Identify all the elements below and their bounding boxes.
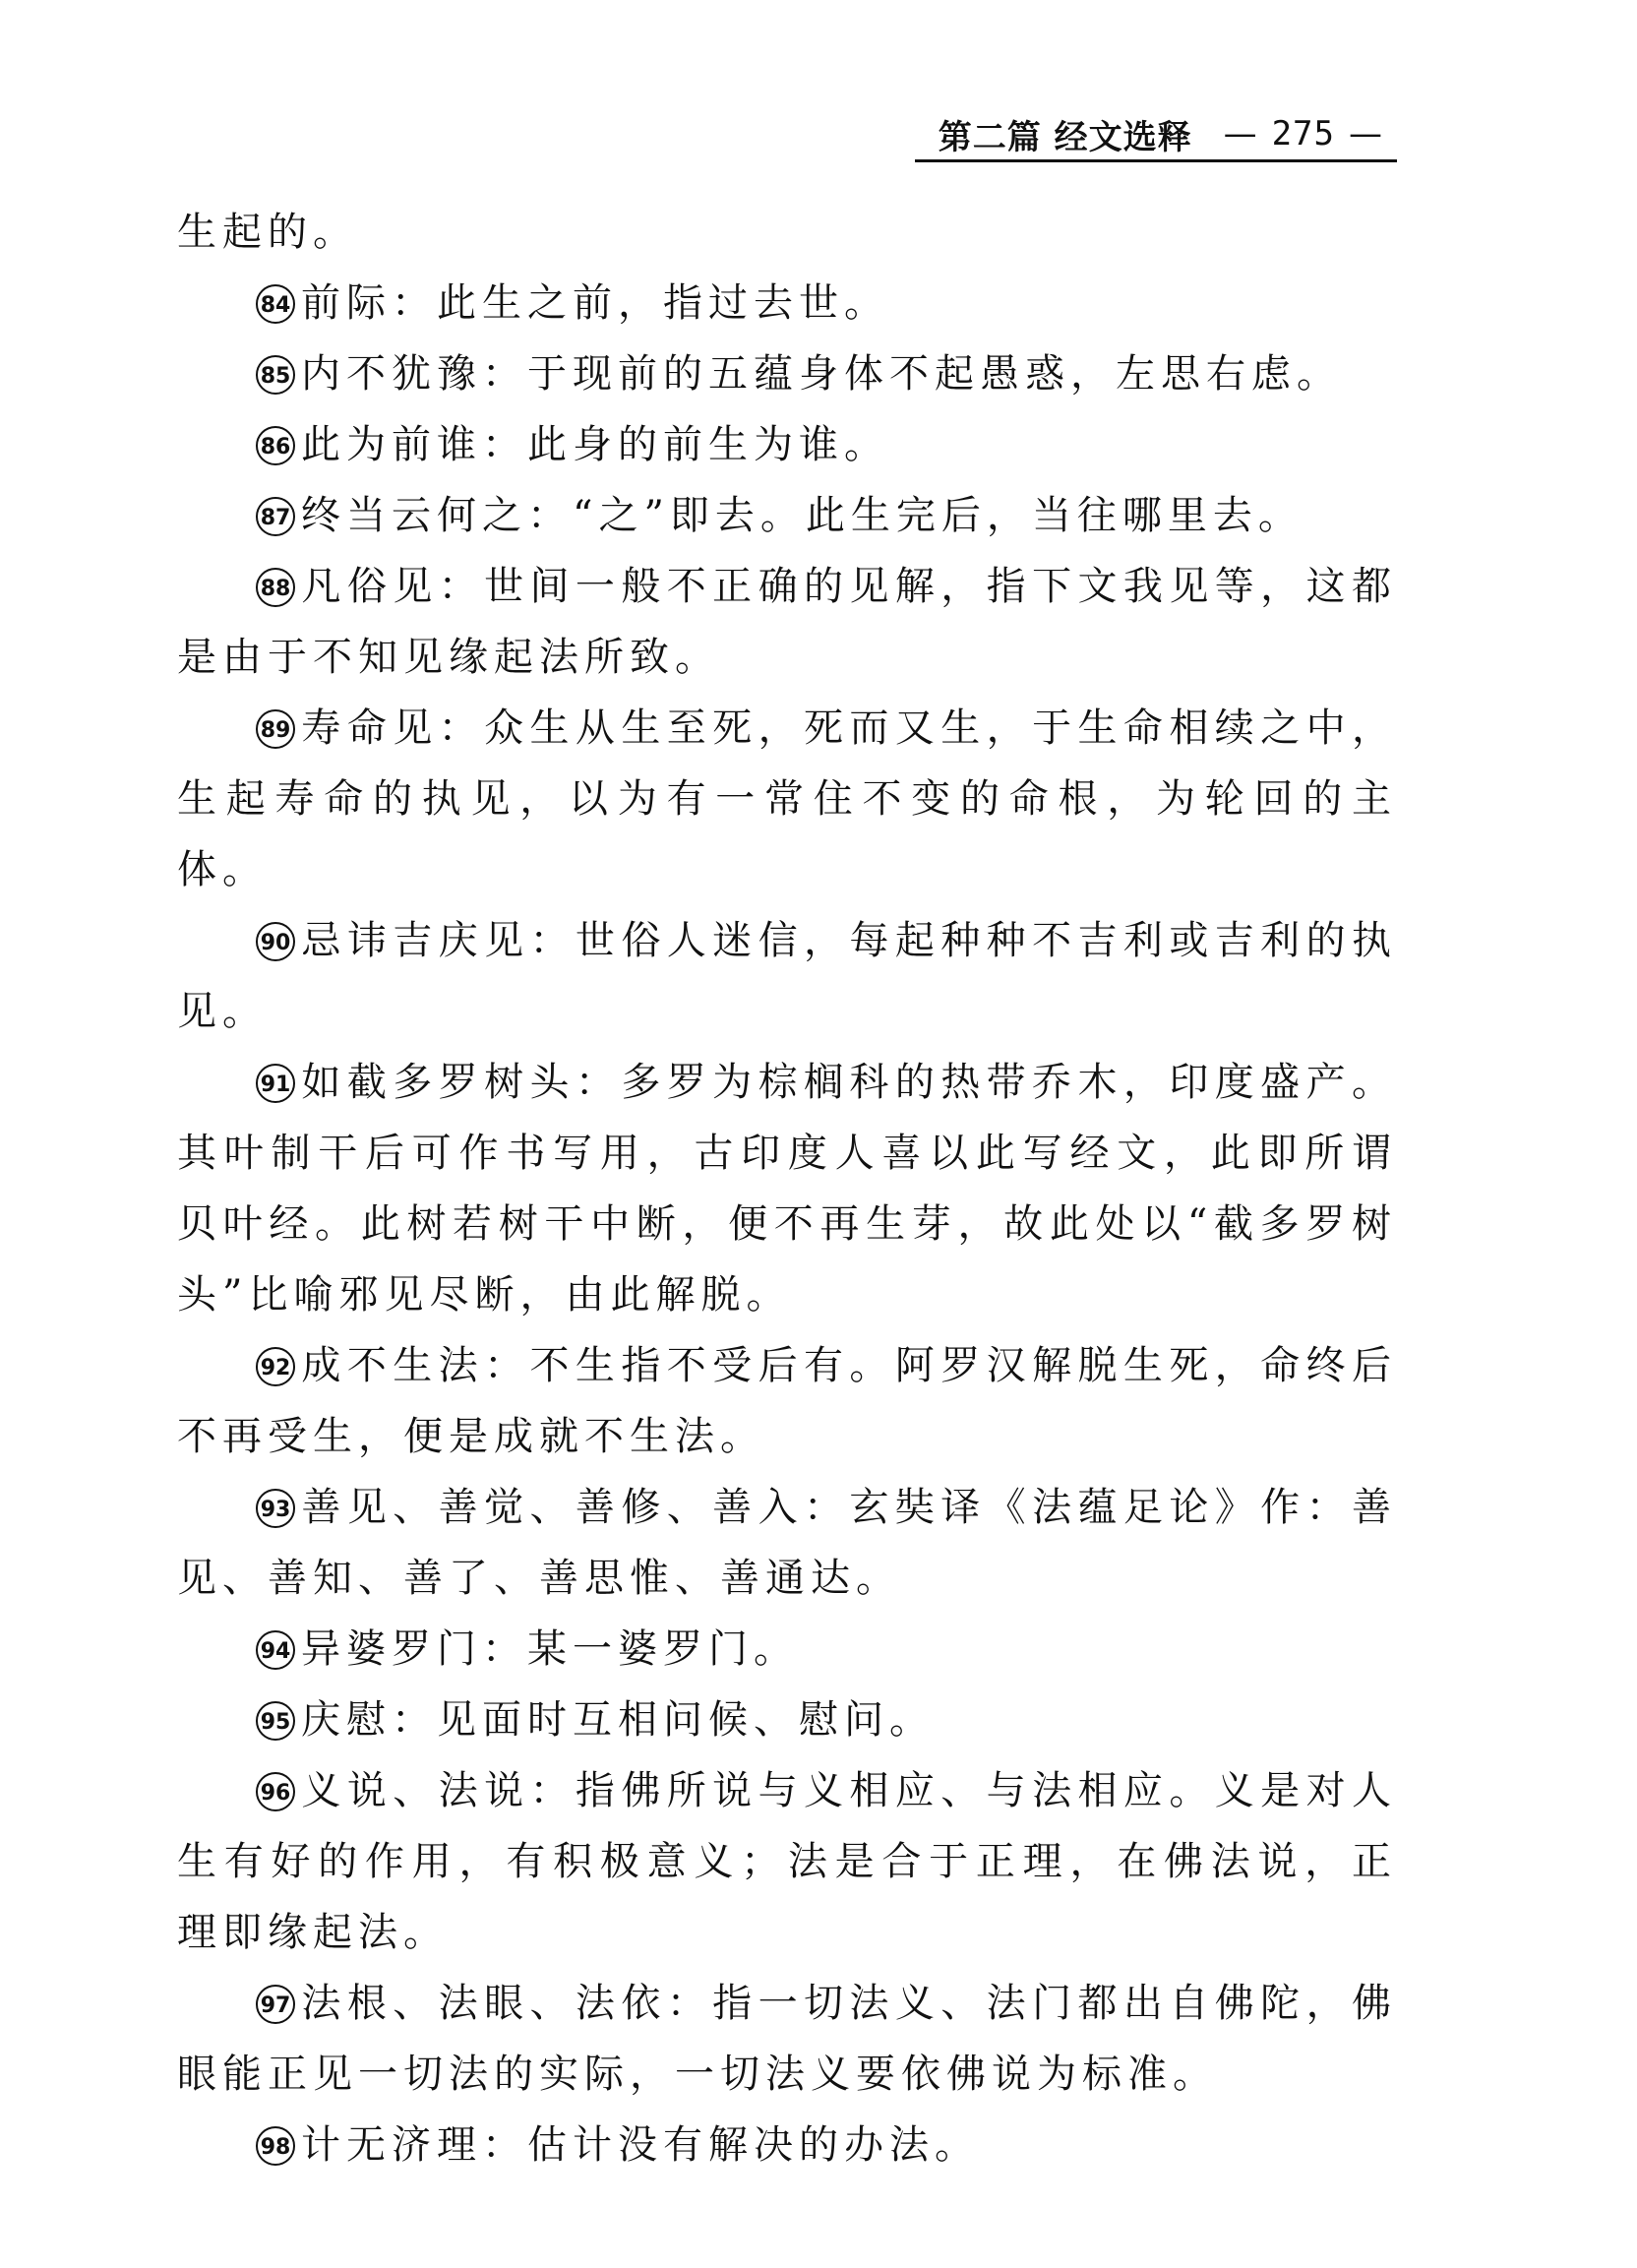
- note-colon: ：: [482, 422, 527, 467]
- note-number-marker: 96: [256, 1772, 295, 1811]
- note-number-marker: 98: [256, 2126, 295, 2166]
- note-term: 凡俗见: [301, 564, 439, 609]
- note-term: 如截多罗树头: [301, 1060, 576, 1105]
- header-dash-left: —: [1223, 114, 1258, 153]
- note-text: 众生从生至死，死而又生，于生命相续之中，生起寿命的执见，以为有一常住不变的命根，为轮回的主体。: [177, 705, 1398, 892]
- note-paragraph: [177, 693, 1397, 905]
- note-paragraph: [177, 1472, 1397, 1614]
- note-term: 内不犹豫: [301, 351, 482, 397]
- note-text: 不生指不受后有。阿罗汉解脱生死，命终后不再受生，便是成就不生法。: [177, 1343, 1398, 1459]
- note-number-marker: 94: [256, 1630, 295, 1670]
- note-term: 此为前谁: [301, 422, 482, 467]
- note-colon: ：: [482, 351, 527, 397]
- note-term: 庆慰: [301, 1697, 392, 1743]
- note-number-marker: 93: [256, 1489, 295, 1528]
- note-number-marker: 95: [256, 1701, 295, 1741]
- note-number-marker: 87: [256, 497, 295, 536]
- note-text: 世俗人迷信，每起种种不吉利或吉利的执见。: [177, 918, 1398, 1034]
- note-colon: ：: [529, 918, 576, 963]
- note-text: 某一婆罗门。: [527, 1626, 799, 1672]
- note-number-marker: 85: [256, 355, 295, 395]
- note-paragraph: [177, 1047, 1397, 1330]
- note-paragraph: [177, 409, 1397, 480]
- note-paragraph: [177, 338, 1397, 409]
- note-colon: ：: [392, 280, 437, 326]
- note-text: 估计没有解决的办法。: [527, 2122, 980, 2168]
- continuation-paragraph: 生起的。: [177, 210, 358, 255]
- page-body: [177, 197, 1397, 2180]
- note-text: 指佛所说与义相应、与法相应。义是对人生有好的作用，有积极意义；法是合于正理，在佛法说，正理即缘起法。: [177, 1768, 1398, 1955]
- note-colon: ：: [438, 564, 485, 609]
- note-text: 此生之前，指过去世。: [437, 280, 889, 326]
- note-colon: ：: [484, 1343, 530, 1388]
- section-title: 第二篇 经文选释: [938, 117, 1192, 157]
- note-paragraph: [177, 480, 1397, 551]
- running-header: [915, 108, 1397, 162]
- note-number-marker: 88: [256, 568, 295, 607]
- note-term: 成不生法: [301, 1343, 485, 1388]
- note-term: 善见、善觉、善修、善入: [301, 1485, 804, 1530]
- note-paragraph: [177, 1614, 1397, 1685]
- note-number-marker: 90: [256, 922, 295, 961]
- note-term: 终当云何之: [301, 493, 527, 538]
- note-number-marker: 89: [256, 709, 295, 749]
- note-paragraph: [177, 2110, 1397, 2180]
- note-text: “之”即去。此生完后，当往哪里去。: [573, 493, 1304, 538]
- note-term: 法根、法眼、法依: [301, 1981, 667, 2026]
- note-paragraph: [177, 1968, 1397, 2110]
- note-colon: ：: [392, 1697, 437, 1743]
- note-term: 异婆罗门: [301, 1626, 482, 1672]
- note-number-marker: 92: [256, 1347, 295, 1386]
- note-paragraph: [177, 905, 1397, 1047]
- note-colon: ：: [666, 1981, 713, 2026]
- note-colon: ：: [529, 1768, 576, 1813]
- note-paragraph: [177, 268, 1397, 338]
- note-colon: ：: [482, 1626, 527, 1672]
- note-colon: ：: [575, 1060, 622, 1105]
- note-text: 多罗为棕榈科的热带乔木，印度盛产。其叶制干后可作书写用，古印度人喜以此写经文，此即所谓贝叶经。此树若树干中断，便不再生芽，故此处以“截多罗树头”比喻邪见尽断，由此解脱。: [177, 1060, 1398, 1318]
- note-number-marker: 97: [256, 1985, 295, 2024]
- note-number-marker: 91: [256, 1064, 295, 1103]
- note-text: 见面时互相问候、慰问。: [437, 1697, 935, 1743]
- note-term: 义说、法说: [301, 1768, 530, 1813]
- note-paragraph: [177, 1685, 1397, 1755]
- note-text: 指一切法义、法门都出自佛陀，佛眼能正见一切法的实际，一切法义要依佛说为标准。: [177, 1981, 1398, 2097]
- note-term: 前际: [301, 280, 392, 326]
- note-term: 忌讳吉庆见: [301, 918, 530, 963]
- note-number-marker: 86: [256, 426, 295, 465]
- note-text: 于现前的五蕴身体不起愚惑，左思右虑。: [527, 351, 1342, 397]
- note-colon: ：: [804, 1485, 850, 1530]
- note-paragraph: [177, 1755, 1397, 1968]
- note-text: 此身的前生为谁。: [527, 422, 889, 467]
- note-term: 计无济理: [301, 2122, 482, 2168]
- note-text: 玄奘译《法蕴足论》作：善见、善知、善了、善思惟、善通达。: [177, 1485, 1398, 1601]
- notes-list: [177, 268, 1397, 2180]
- note-colon: ：: [482, 2122, 527, 2168]
- note-text: 世间一般不正确的见解，指下文我见等，这都是由于不知见缘起法所致。: [177, 564, 1398, 680]
- header-dash-right: —: [1349, 114, 1383, 153]
- note-number-marker: 84: [256, 284, 295, 324]
- page-number: 275: [1271, 114, 1335, 153]
- note-term: 寿命见: [301, 705, 439, 751]
- note-colon: ：: [527, 493, 573, 538]
- note-paragraph: [177, 551, 1397, 693]
- note-colon: ：: [438, 705, 485, 751]
- note-paragraph: [177, 1330, 1397, 1472]
